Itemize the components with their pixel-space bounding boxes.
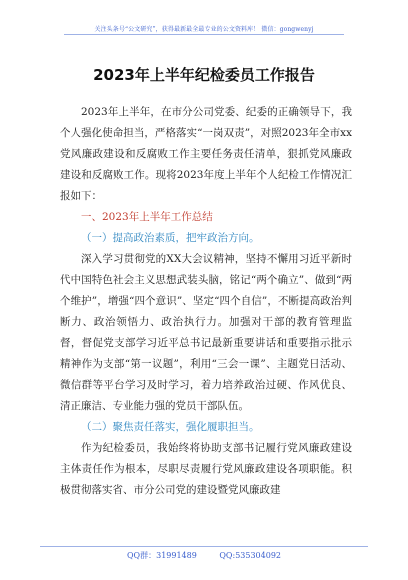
paragraph-politics: 深入学习贯彻党的XX大会议精神，坚持不懈用习近平新时代中国特色社会主义思想武装头脑，铭记“两个确立”、做到“两个维护”，增强“四个意识”、坚定“四个自信”，不断提高政治判断力、政治领悟力、政治执行力。加强对干部的教育管理监督，督促党支部学习近平总书记最新重要讲话和重要指示批示精神作为支部“第一议题”，利用“三会一课”、主题党日活动、微信群等平台学习及时学习，着力培养政治过硬、作风优良、清正廉洁、专业能力强的党员干部队伍。	[60, 253, 352, 412]
document-title: 2023年上半年纪检委员工作报告	[93, 66, 315, 84]
footer-divider	[40, 546, 368, 547]
footer-qq-group: QQ群：31991489	[126, 551, 197, 560]
footer	[0, 550, 408, 561]
paragraph-responsibility: 作为纪检委员，我始终将协助支部书记履行党风廉政建设主体责任作为根本，尽职尽责履行党风廉政建设各项职能。积极贯彻落实省、市分公司党的建设暨党风廉政建	[60, 442, 352, 496]
paragraph-intro: 2023年上半年，在市分公司党委、纪委的正确领导下，我个人强化使命担当，严格落实“一岗双责”，对照2023年全市xx党风廉政建设和反腐败工作主要任务责任清单，狠抓党风廉政建设和反腐败工作。现将2023年度上半年个人纪检工作情况汇报如下：	[60, 106, 352, 202]
section-heading-1: 一、2023年上半年工作总结	[81, 211, 213, 223]
header-divider	[64, 34, 344, 35]
header-banner: 关注头条号“公文研究”，获得最新最全最专业的公文资料库！ 微信：gongwenyj	[94, 26, 314, 33]
document-body	[60, 102, 352, 501]
footer-qq: QQ:535304092	[219, 551, 281, 560]
subsection-heading-2: （二）聚焦责任落实，强化履职担当。	[81, 421, 260, 433]
subsection-heading-1: （一）提高政治素质，把牢政治方向。	[81, 232, 260, 244]
